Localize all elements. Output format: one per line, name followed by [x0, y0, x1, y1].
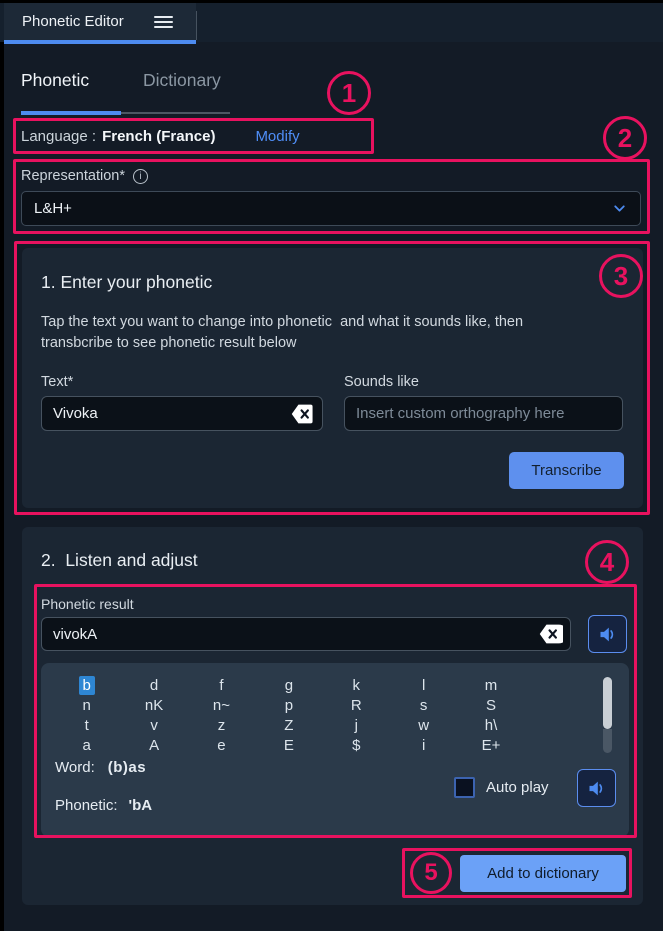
- phonetic-result-input[interactable]: [41, 617, 571, 651]
- autoplay-checkbox[interactable]: [454, 777, 475, 798]
- phoneme-z[interactable]: z: [217, 717, 226, 734]
- phoneme-R[interactable]: R: [350, 697, 362, 714]
- top-bar: [0, 3, 663, 42]
- phoneme-f[interactable]: f: [219, 677, 224, 694]
- transcribe-button[interactable]: Transcribe: [509, 452, 624, 489]
- phoneme-b[interactable]: b: [53, 676, 120, 696]
- tab-active-indicator: [21, 111, 121, 115]
- annotation-circle-4: 4: [585, 540, 629, 584]
- phoneme-E+[interactable]: E+: [481, 737, 501, 754]
- word-row: [55, 759, 146, 776]
- phoneme-e[interactable]: e: [217, 737, 226, 754]
- phoneme-nK[interactable]: nK: [144, 697, 164, 714]
- annotation-circle-5: 5: [410, 852, 452, 894]
- phoneme-w[interactable]: w: [418, 717, 430, 734]
- text-field-label: Text*: [41, 374, 74, 390]
- section1-description: Tap the text you want to change into phonetic and what it sounds like, then transbcribe to see phonetic result below: [41, 314, 528, 351]
- tab-phonetic[interactable]: Phonetic: [21, 70, 90, 90]
- phoneme-$[interactable]: $: [352, 737, 361, 754]
- language-value: French (France): [102, 127, 216, 145]
- sounds-like-input-wrap: [344, 396, 623, 431]
- topbar-divider: [196, 11, 197, 40]
- phoneme-v[interactable]: v: [150, 717, 158, 734]
- representation-selected-value: L&H+: [34, 200, 72, 217]
- autoplay-label: Auto play: [486, 779, 549, 796]
- phoneme-g[interactable]: g: [284, 677, 294, 694]
- app-title: Phonetic Editor: [22, 13, 124, 30]
- phoneme-h\[interactable]: h\: [484, 717, 498, 734]
- phonetic-row: [55, 797, 152, 814]
- phoneme-S[interactable]: S: [486, 697, 497, 714]
- listen-adjust-card: [22, 527, 643, 905]
- sounds-like-input[interactable]: [344, 396, 623, 431]
- phoneme-j[interactable]: j: [354, 717, 358, 734]
- chevron-down-icon: [611, 200, 628, 217]
- phoneme-panel: [41, 663, 629, 837]
- phoneme-n[interactable]: n: [82, 697, 91, 714]
- sounds-like-label: Sounds like: [344, 374, 419, 390]
- phoneme-scrollbar[interactable]: [603, 677, 612, 753]
- section1-title: 1. Enter your phonetic: [41, 272, 213, 292]
- tab-dictionary[interactable]: Dictionary: [143, 70, 221, 90]
- representation-dropdown[interactable]: [21, 191, 641, 226]
- annotation-circle-2: 2: [603, 116, 647, 160]
- autoplay-control: [454, 777, 549, 798]
- modify-language-link[interactable]: Modify: [255, 127, 300, 145]
- text-input-wrap: [41, 396, 323, 431]
- enter-phonetic-card: [22, 248, 643, 508]
- word-value: (b)as: [107, 759, 147, 776]
- phoneme-t[interactable]: t: [84, 717, 89, 734]
- speaker-icon: [586, 778, 607, 799]
- annotation-circle-1: 1: [327, 71, 371, 115]
- language-label: Language :: [21, 127, 97, 145]
- phoneme-d[interactable]: d: [149, 677, 159, 694]
- phoneme-s[interactable]: s: [419, 697, 428, 714]
- phoneme-A[interactable]: A: [149, 737, 160, 754]
- language-row: [21, 119, 300, 153]
- scrollbar-thumb[interactable]: [603, 677, 612, 729]
- phonetic-label: Phonetic:: [55, 797, 118, 814]
- section2-title: 2. Listen and adjust: [41, 550, 198, 570]
- phonetic-result-input-wrap: [41, 617, 571, 651]
- clear-result-icon[interactable]: [537, 623, 563, 646]
- annotation-circle-3: 3: [599, 254, 643, 298]
- phoneme-grid: [53, 676, 525, 756]
- phoneme-a[interactable]: a: [82, 737, 91, 754]
- app-tab-active-indicator: [4, 40, 196, 44]
- phoneme-l[interactable]: l: [421, 677, 426, 694]
- phoneme-i[interactable]: i: [421, 737, 426, 754]
- speaker-icon: [597, 624, 618, 645]
- phoneme-m[interactable]: m: [484, 677, 498, 694]
- representation-label-row: [21, 168, 148, 184]
- scrollbar-track: [603, 729, 612, 753]
- clear-text-icon[interactable]: [289, 402, 315, 425]
- play-word-button[interactable]: [577, 769, 616, 807]
- play-result-button[interactable]: [588, 615, 627, 653]
- phonetic-value: 'bA: [128, 797, 153, 814]
- hamburger-menu-icon[interactable]: [154, 16, 173, 28]
- phoneme-k[interactable]: k: [352, 677, 360, 694]
- text-input[interactable]: [41, 396, 323, 431]
- app-tab[interactable]: [4, 3, 196, 40]
- phoneme-E[interactable]: E: [283, 737, 294, 754]
- info-icon[interactable]: i: [133, 169, 148, 184]
- phoneme-n~[interactable]: n~: [212, 697, 231, 714]
- word-label: Word:: [55, 759, 95, 776]
- phoneme-p[interactable]: p: [284, 697, 294, 714]
- representation-label: Representation*: [21, 168, 125, 184]
- phonetic-result-label: Phonetic result: [41, 596, 134, 612]
- phoneme-Z[interactable]: Z: [284, 717, 294, 734]
- window-edge-left: [0, 0, 4, 931]
- add-to-dictionary-button[interactable]: Add to dictionary: [460, 855, 626, 892]
